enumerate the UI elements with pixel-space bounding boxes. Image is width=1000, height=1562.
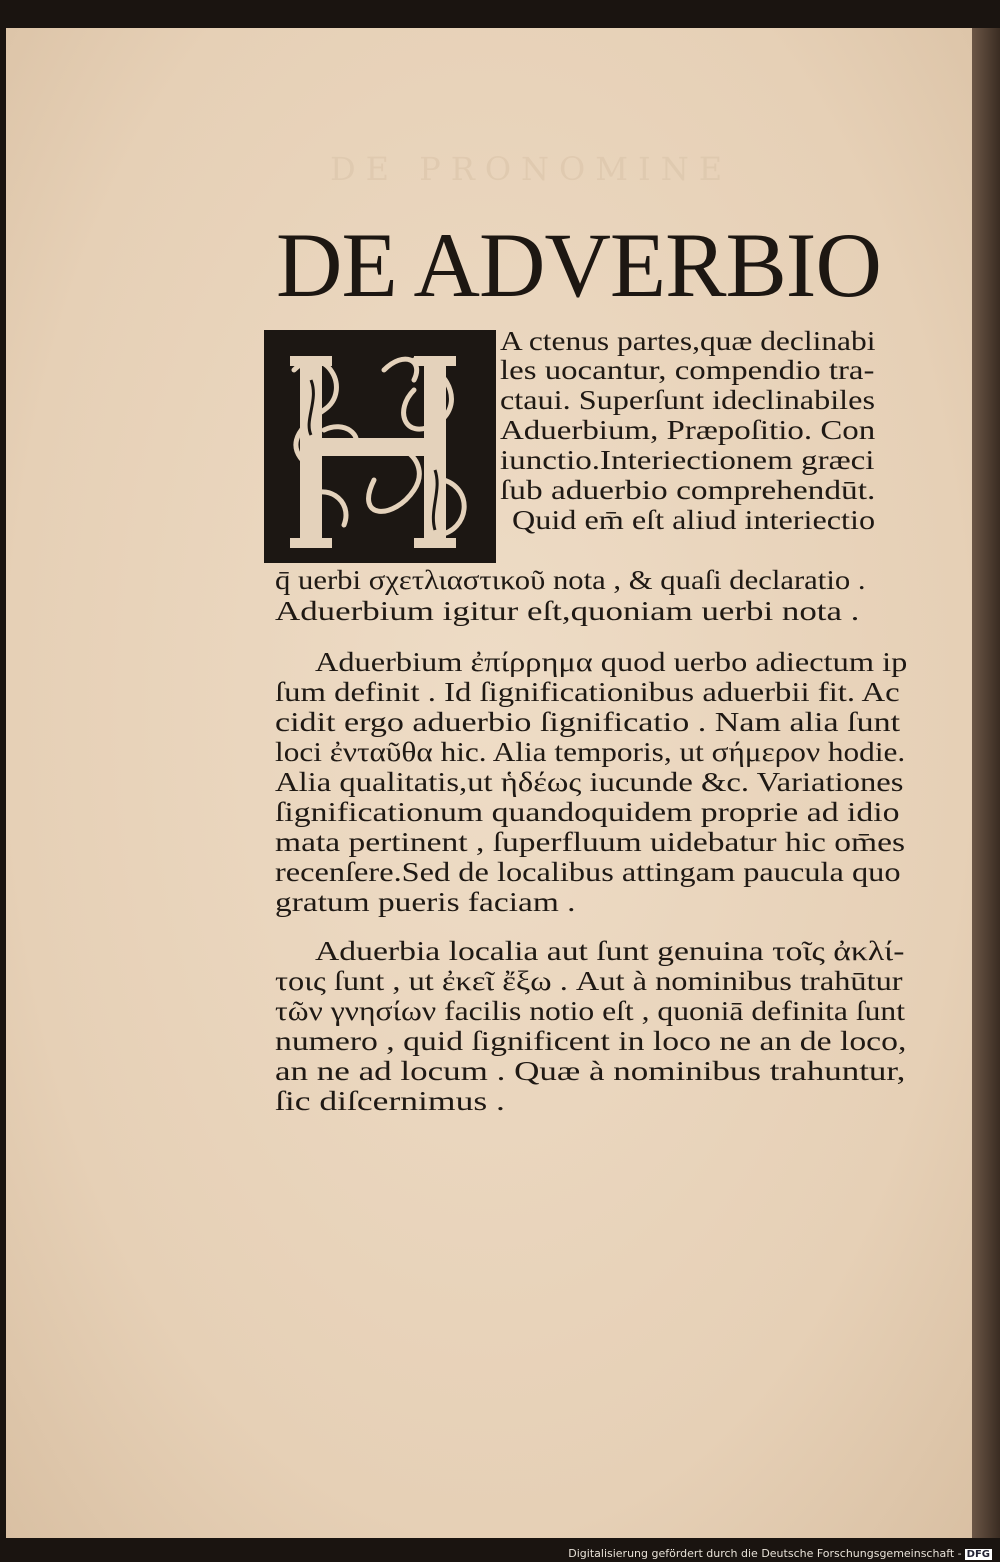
text-line: Quid em̄ eſt aliud interiectio [512,504,876,535]
text-line: les uocantur, compendio tra- [500,354,875,385]
text-line: ſignificationum quandoquidem proprie ad idio [275,796,900,827]
text-line: numero , quid ſignificent in loco ne an de loco, [275,1025,907,1056]
credit-text: Digitalisierung gefördert durch die Deutsche Forschungsgemeinschaft - [568,1547,962,1560]
page-title: DE ADVERBIO [276,214,881,316]
ornament-initial-icon [264,330,496,563]
text-line: ſub aduerbio comprehendūt. [500,474,876,505]
book-gutter [972,28,1000,1538]
dfg-logo-icon: DFG [966,1549,990,1560]
text-line: Aduerbia localia aut ſunt genuina τοῖς ἀκλί- [315,935,905,966]
digitization-credit [568,1547,992,1560]
text-line: cidit ergo aduerbio ſignificatio . Nam alia ſunt [275,706,901,737]
text-line: mata pertinent , ſuperfluum uidebatur hic om̄es [275,826,905,857]
text-line: ctaui. Superſunt ideclinabiles [500,384,875,415]
text-line: recenſere.Sed de localibus attingam paucula quo [275,856,901,887]
text-line: iunctio.Interiectionem græci [500,444,875,475]
text-line: an ne ad locum . Quæ à nominibus trahuntur, [275,1055,906,1086]
show-through-running-head: DE PRONOMINE [330,150,733,188]
text-line: gratum pueris faciam . [275,886,576,917]
text-line: A ctenus partes,quæ declinabi [500,325,876,356]
text-line: Aduerbium igitur eſt,quoniam uerbi nota . [275,595,860,626]
text-line: ſum definit . Id ſignificationibus aduerbii fit. Ac [275,676,900,707]
text-line: τοις ſunt , ut ἐκεῖ ἔξω . Aut à nominibus trahūtur [275,965,903,996]
text-line: Aduerbium, Præpoſitio. Con [500,414,876,445]
text-line: Aduerbium ἐπίρρημα quod uerbo adiectum ip [315,646,908,677]
text-line: Alia qualitatis,ut ἡδέως iucunde &c. Variationes [275,766,904,797]
text-line: loci ἐνταῦθα hic. Alia temporis, ut σήμερον hodie. [275,736,906,767]
text-line: q̄ uerbi σχετλιαστικοῦ nota , & quaſi declaratio . [275,564,866,595]
text-line: τῶν γνησίων facilis notio eſt , quoniā definita ſunt [275,995,906,1026]
text-line: ſic diſcernimus . [275,1085,505,1116]
decorated-initial-h [264,330,496,563]
